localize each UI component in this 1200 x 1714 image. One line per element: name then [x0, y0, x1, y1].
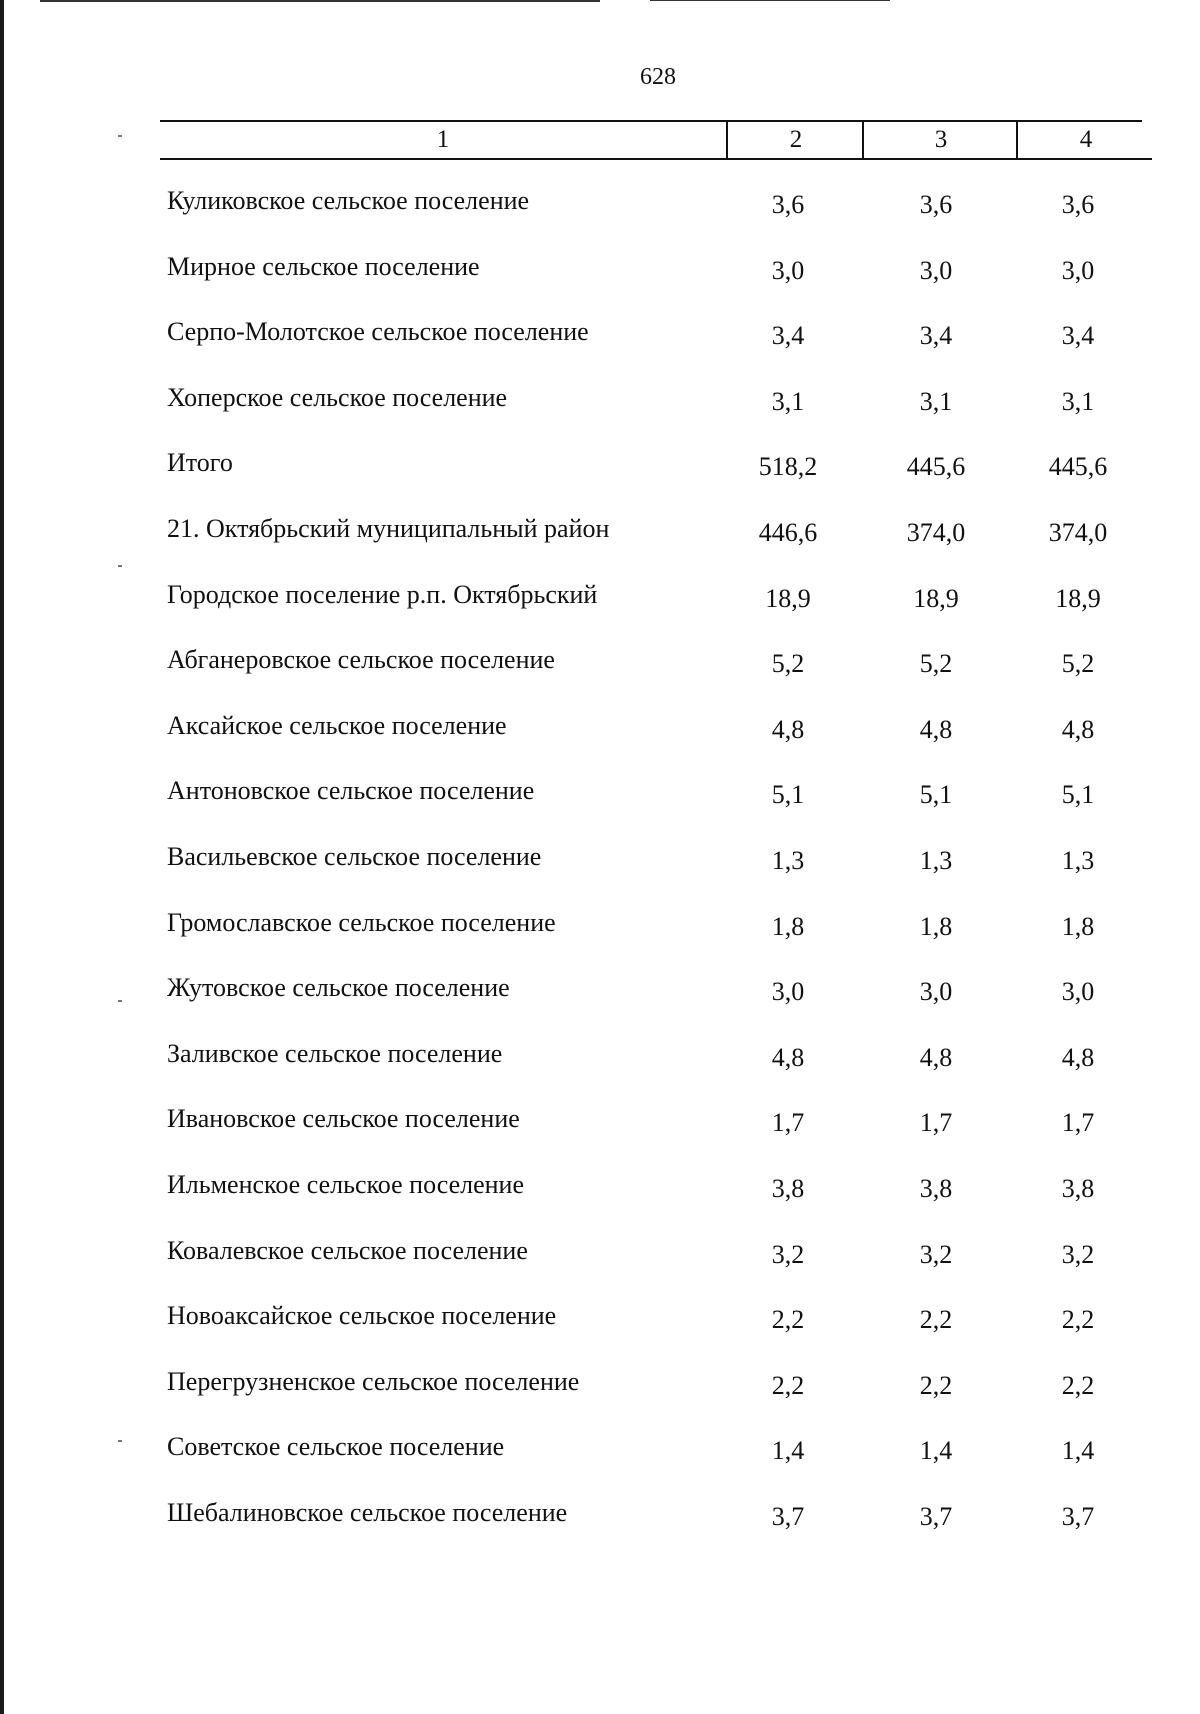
table-row	[0, 1226, 1200, 1292]
row-value-col4: 1,8	[1061, 911, 1095, 941]
row-value-col3: 3,0	[919, 255, 953, 285]
row-value-col2: 1,7	[771, 1108, 805, 1138]
row-value-col3: 2,2	[919, 1370, 953, 1400]
row-value-col2: 3,0	[771, 255, 805, 285]
page-number: 628	[640, 64, 676, 90]
row-value-col2: 3,6	[771, 190, 805, 219]
table-row	[0, 766, 1200, 832]
row-value-col4: 3,0	[1061, 977, 1095, 1007]
scan-top-line	[650, 0, 890, 1]
row-value-col2: 4,8	[771, 714, 805, 744]
table-row	[0, 832, 1200, 898]
row-value-col4: 1,7	[1061, 1108, 1095, 1138]
row-value-col4: 3,7	[1061, 1501, 1095, 1531]
row-name: Советское сельское поселение	[167, 1432, 505, 1462]
row-value-col4: 1,3	[1061, 845, 1095, 875]
table-row	[0, 1094, 1200, 1160]
row-value-col4: 4,8	[1061, 1042, 1095, 1072]
row-value-col3: 445,6	[906, 452, 966, 482]
row-value-col3: 1,7	[919, 1108, 953, 1138]
row-value-col3: 4,8	[919, 1042, 953, 1072]
row-name: Хоперское сельское поселение	[167, 382, 508, 412]
row-name: Мирное сельское поселение	[167, 251, 480, 281]
row-value-col4: 3,4	[1061, 321, 1095, 351]
row-value-col4: 3,2	[1061, 1239, 1095, 1269]
row-value-col4: 5,1	[1061, 780, 1095, 810]
row-value-col2: 1,8	[771, 911, 805, 941]
row-value-col3: 3,0	[919, 977, 953, 1007]
row-value-col3: 3,2	[919, 1239, 953, 1269]
table-row	[0, 1488, 1200, 1554]
row-name: Жутовское сельское поселение	[167, 973, 510, 1003]
table-row	[0, 242, 1200, 308]
row-value-col2: 3,4	[771, 321, 805, 351]
table-row	[0, 570, 1200, 636]
row-value-col2: 5,1	[771, 780, 805, 810]
row-value-col4: 3,0	[1061, 255, 1095, 285]
table-row	[0, 373, 1200, 439]
row-name: Перегрузненское сельское поселение	[167, 1366, 580, 1396]
row-name: Васильевское сельское поселение	[167, 841, 542, 871]
row-value-col3: 1,4	[919, 1436, 953, 1466]
row-value-col3: 5,2	[919, 649, 953, 679]
table-row	[0, 963, 1200, 1029]
scan-dot	[118, 135, 122, 137]
row-value-col2: 1,3	[771, 845, 805, 875]
table-row	[0, 1029, 1200, 1095]
row-value-col2: 1,4	[771, 1436, 805, 1466]
row-name: Громославское сельское поселение	[167, 907, 556, 937]
row-value-col3: 5,1	[919, 780, 953, 810]
table-row	[0, 635, 1200, 701]
row-name: 21. Октябрьский муниципальный район	[167, 513, 610, 543]
row-value-col3: 3,7	[919, 1501, 953, 1531]
row-value-col3: 3,6	[919, 190, 953, 219]
row-value-col2: 18,9	[765, 583, 811, 613]
row-value-col2: 446,6	[758, 517, 818, 547]
row-value-col2: 5,2	[771, 649, 805, 679]
row-value-col2: 3,0	[771, 977, 805, 1007]
row-value-col4: 2,2	[1061, 1305, 1095, 1335]
row-value-col4: 2,2	[1061, 1370, 1095, 1400]
row-value-col3: 374,0	[906, 517, 966, 547]
row-value-col2: 4,8	[771, 1042, 805, 1072]
table-row	[0, 701, 1200, 767]
column-header-3: 3	[862, 122, 1018, 158]
row-value-col3: 1,8	[919, 911, 953, 941]
scan-top-line	[40, 0, 600, 2]
row-value-col2: 3,2	[771, 1239, 805, 1269]
row-name: Ковалевское сельское поселение	[167, 1235, 528, 1265]
column-header-1: 1	[436, 126, 450, 153]
row-value-col3: 4,8	[919, 714, 953, 744]
column-header-4: 4	[1016, 122, 1154, 158]
row-value-col4: 5,2	[1061, 649, 1095, 679]
row-value-col3: 18,9	[913, 583, 959, 613]
row-name: Серпо-Молотское сельское поселение	[167, 317, 589, 347]
table-row	[0, 176, 1200, 242]
row-value-col2: 3,7	[771, 1501, 805, 1531]
table-row	[0, 438, 1200, 504]
table-header-bottom-rule	[160, 158, 1152, 160]
row-name: Ивановское сельское поселение	[167, 1104, 520, 1134]
row-name: Аксайское сельское поселение	[167, 710, 507, 740]
row-value-col4: 3,8	[1061, 1173, 1095, 1203]
table-header-row	[160, 122, 1152, 158]
row-name: Ильменское сельское поселение	[167, 1169, 525, 1199]
row-name: Куликовское сельское поселение	[167, 186, 530, 215]
row-value-col4: 445,6	[1048, 452, 1108, 482]
row-name: Абганеровское сельское поселение	[167, 645, 555, 675]
row-value-col2: 3,8	[771, 1173, 805, 1203]
row-value-col3: 1,3	[919, 845, 953, 875]
row-value-col4: 18,9	[1055, 583, 1101, 613]
row-value-col4: 3,1	[1061, 386, 1095, 416]
row-value-col4: 1,4	[1061, 1436, 1095, 1466]
row-value-col4: 374,0	[1048, 517, 1108, 547]
table-row	[0, 1291, 1200, 1357]
row-name: Городское поселение р.п. Октябрьский	[167, 579, 598, 609]
table-row	[0, 307, 1200, 373]
column-header-2: 2	[726, 122, 864, 158]
row-value-col3: 3,1	[919, 386, 953, 416]
table-row	[0, 1160, 1200, 1226]
row-value-col3: 3,4	[919, 321, 953, 351]
row-name: Антоновское сельское поселение	[167, 776, 535, 806]
row-value-col2: 2,2	[771, 1305, 805, 1335]
row-value-col2: 518,2	[758, 452, 818, 482]
row-name: Заливское сельское поселение	[167, 1038, 503, 1068]
row-name: Шебалиновское сельское поселение	[167, 1497, 568, 1527]
row-value-col2: 3,1	[771, 386, 805, 416]
table-row	[0, 898, 1200, 964]
table-row	[0, 1357, 1200, 1423]
table-row	[0, 1422, 1200, 1488]
row-value-col2: 2,2	[771, 1370, 805, 1400]
row-value-col4: 3,6	[1061, 190, 1095, 219]
row-value-col3: 2,2	[919, 1305, 953, 1335]
table-body	[0, 176, 1200, 1553]
row-name: Итого	[167, 448, 233, 478]
row-name: Новоаксайское сельское поселение	[167, 1301, 557, 1331]
row-value-col3: 3,8	[919, 1173, 953, 1203]
row-value-col4: 4,8	[1061, 714, 1095, 744]
table-row	[0, 504, 1200, 570]
